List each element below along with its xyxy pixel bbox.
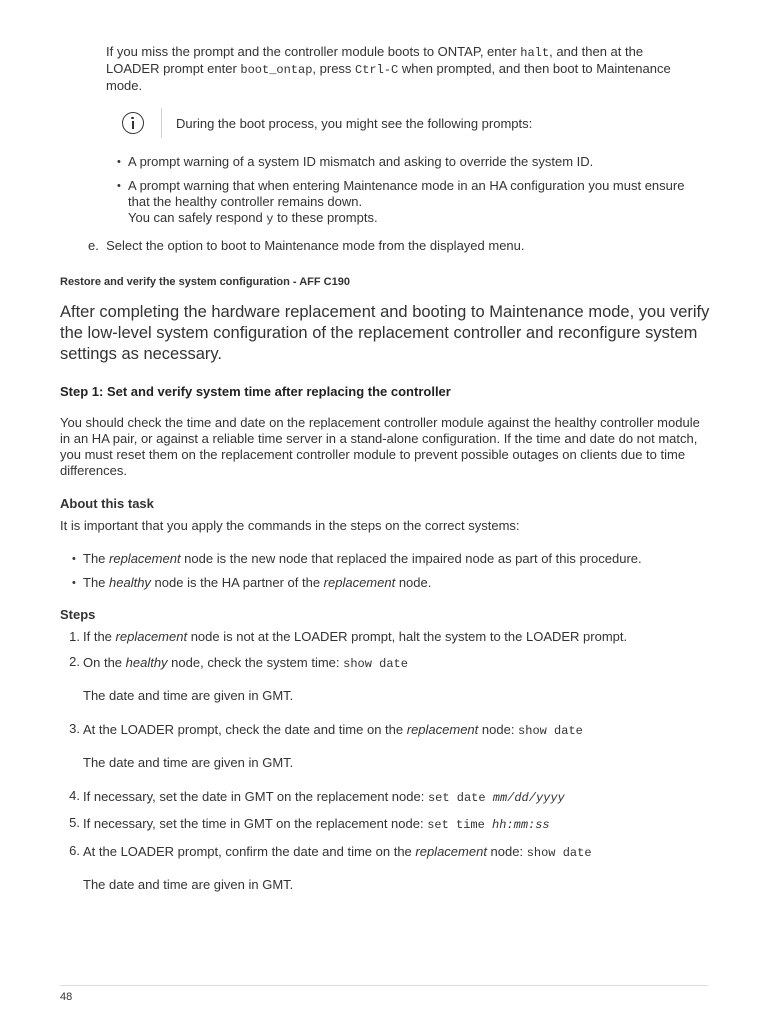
- step-code-placeholder: mm/dd/yyyy: [492, 791, 565, 805]
- list-item: [72, 575, 712, 591]
- intro-paragraph: [106, 44, 706, 94]
- intro-text: mode.: [106, 78, 143, 93]
- substep-text: Select the option to boot to Maintenance mode from the displayed menu.: [106, 238, 525, 253]
- substep-label: e.: [88, 238, 99, 253]
- step-code: show date: [343, 657, 408, 671]
- step-number: 4.: [69, 788, 80, 803]
- step-text: If the: [83, 629, 116, 644]
- step-text: node, check the system time:: [167, 655, 344, 670]
- bullet-text: The: [83, 575, 110, 590]
- bullet-text: A prompt warning of a system ID mismatch and asking to override the system ID.: [128, 154, 594, 169]
- step-6-result: The date and time are given in GMT.: [83, 877, 294, 892]
- intro-text: , press: [312, 61, 356, 76]
- intro-text: when prompted, and then boot to Maintenance: [398, 61, 671, 76]
- step-number: 6.: [69, 843, 80, 858]
- step-code: show date: [526, 846, 592, 860]
- step-code: show date: [518, 724, 583, 738]
- intro-text: LOADER prompt enter: [106, 61, 241, 76]
- bullet-text: to these prompts.: [273, 210, 378, 225]
- bullet-code: y: [266, 212, 274, 226]
- step-text: At the LOADER prompt, confirm the date and time on the: [83, 844, 416, 859]
- step-2-result: The date and time are given in GMT.: [83, 688, 294, 703]
- step-emphasis: replacement: [406, 722, 479, 737]
- bullet-text: node is the HA partner of the: [150, 575, 324, 590]
- step-number: 2.: [69, 654, 80, 669]
- step-2-text: [83, 655, 408, 672]
- info-icon: [122, 112, 144, 134]
- about-bullet-list: [72, 575, 712, 591]
- steps-heading: Steps: [60, 607, 96, 622]
- step-emphasis: replacement: [415, 844, 487, 859]
- step-text: On the: [83, 655, 126, 670]
- bullet-emphasis: replacement: [109, 551, 181, 566]
- bullet-text: node.: [395, 575, 432, 590]
- step-text: If necessary, set the time in GMT on the replacement node:: [83, 816, 428, 831]
- intro-code-ctrl-c: Ctrl-C: [355, 63, 399, 77]
- step1-paragraph: You should check the time and date on the replacement controller module against the healthy controller module in an HA pair, or against a reliable time server in a stand-alone configuration. If the time and date do not match, you must reset them on the replacement controller module to prevent possible outages on clients due to time differences.: [60, 415, 700, 478]
- list-item: [117, 178, 707, 227]
- step-number: 5.: [69, 815, 80, 830]
- list-item: [72, 551, 712, 567]
- step-text: node is not at the LOADER prompt, halt the system to the LOADER prompt.: [187, 629, 628, 644]
- about-paragraph: It is important that you apply the commands in the steps on the correct systems:: [60, 518, 520, 533]
- step-emphasis: replacement: [115, 629, 188, 644]
- step-6-text: [83, 844, 592, 861]
- step-5-text: [83, 816, 550, 833]
- step-text: If necessary, set the date in GMT on the replacement node:: [83, 789, 428, 804]
- bullet-text: that the healthy controller remains down.: [128, 194, 363, 209]
- step-text: node:: [478, 722, 519, 737]
- about-heading: About this task: [60, 496, 154, 511]
- substep-e: [88, 238, 708, 254]
- step-1-text: [83, 629, 627, 645]
- about-bullet-list: [72, 551, 712, 567]
- note-divider: [161, 108, 162, 138]
- step-number: 3.: [69, 721, 80, 736]
- step-text: node:: [486, 844, 527, 859]
- step-code: set time: [427, 818, 493, 832]
- bullet-emphasis: replacement: [323, 575, 396, 590]
- step1-heading: Step 1: Set and verify system time after replacing the controller: [60, 384, 451, 399]
- step-text: At the LOADER prompt, check the date and time on the: [83, 722, 407, 737]
- footer-divider: [60, 985, 708, 986]
- step-4-text: [83, 789, 565, 806]
- intro-code-boot-ontap: boot_ontap: [240, 63, 313, 77]
- step-emphasis: healthy: [125, 655, 168, 670]
- bullet-text: The: [83, 551, 110, 566]
- page-number: 48: [60, 991, 73, 1003]
- bullet-text: You can safely respond: [128, 210, 267, 225]
- intro-code-halt: halt: [520, 46, 550, 60]
- step-code-placeholder: hh:mm:ss: [492, 818, 550, 832]
- lead-paragraph: After completing the hardware replacement and booting to Maintenance mode, you verify the low-level system configuration of the replacement controller and reconfigure system settings as necessary.: [60, 303, 710, 363]
- note-text: During the boot process, you might see the following prompts:: [176, 116, 533, 131]
- info-note: [118, 108, 708, 140]
- prompt-bullet-list: [117, 178, 707, 227]
- step-code: set date: [427, 791, 493, 805]
- step-number: 1.: [69, 629, 80, 644]
- step-3-text: [83, 722, 583, 739]
- step-3-result: The date and time are given in GMT.: [83, 755, 294, 770]
- prompt-bullet-list: [117, 154, 707, 170]
- intro-text: , and then at the: [549, 44, 644, 59]
- intro-text: If you miss the prompt and the controller module boots to ONTAP, enter: [106, 44, 521, 59]
- bullet-text: A prompt warning that when entering Maintenance mode in an HA configuration you must ensure: [128, 178, 685, 193]
- bullet-text: node is the new node that replaced the impaired node as part of this procedure.: [180, 551, 642, 566]
- section-title: Restore and verify the system configuration - AFF C190: [60, 276, 350, 288]
- list-item: [117, 154, 707, 170]
- bullet-emphasis: healthy: [109, 575, 151, 590]
